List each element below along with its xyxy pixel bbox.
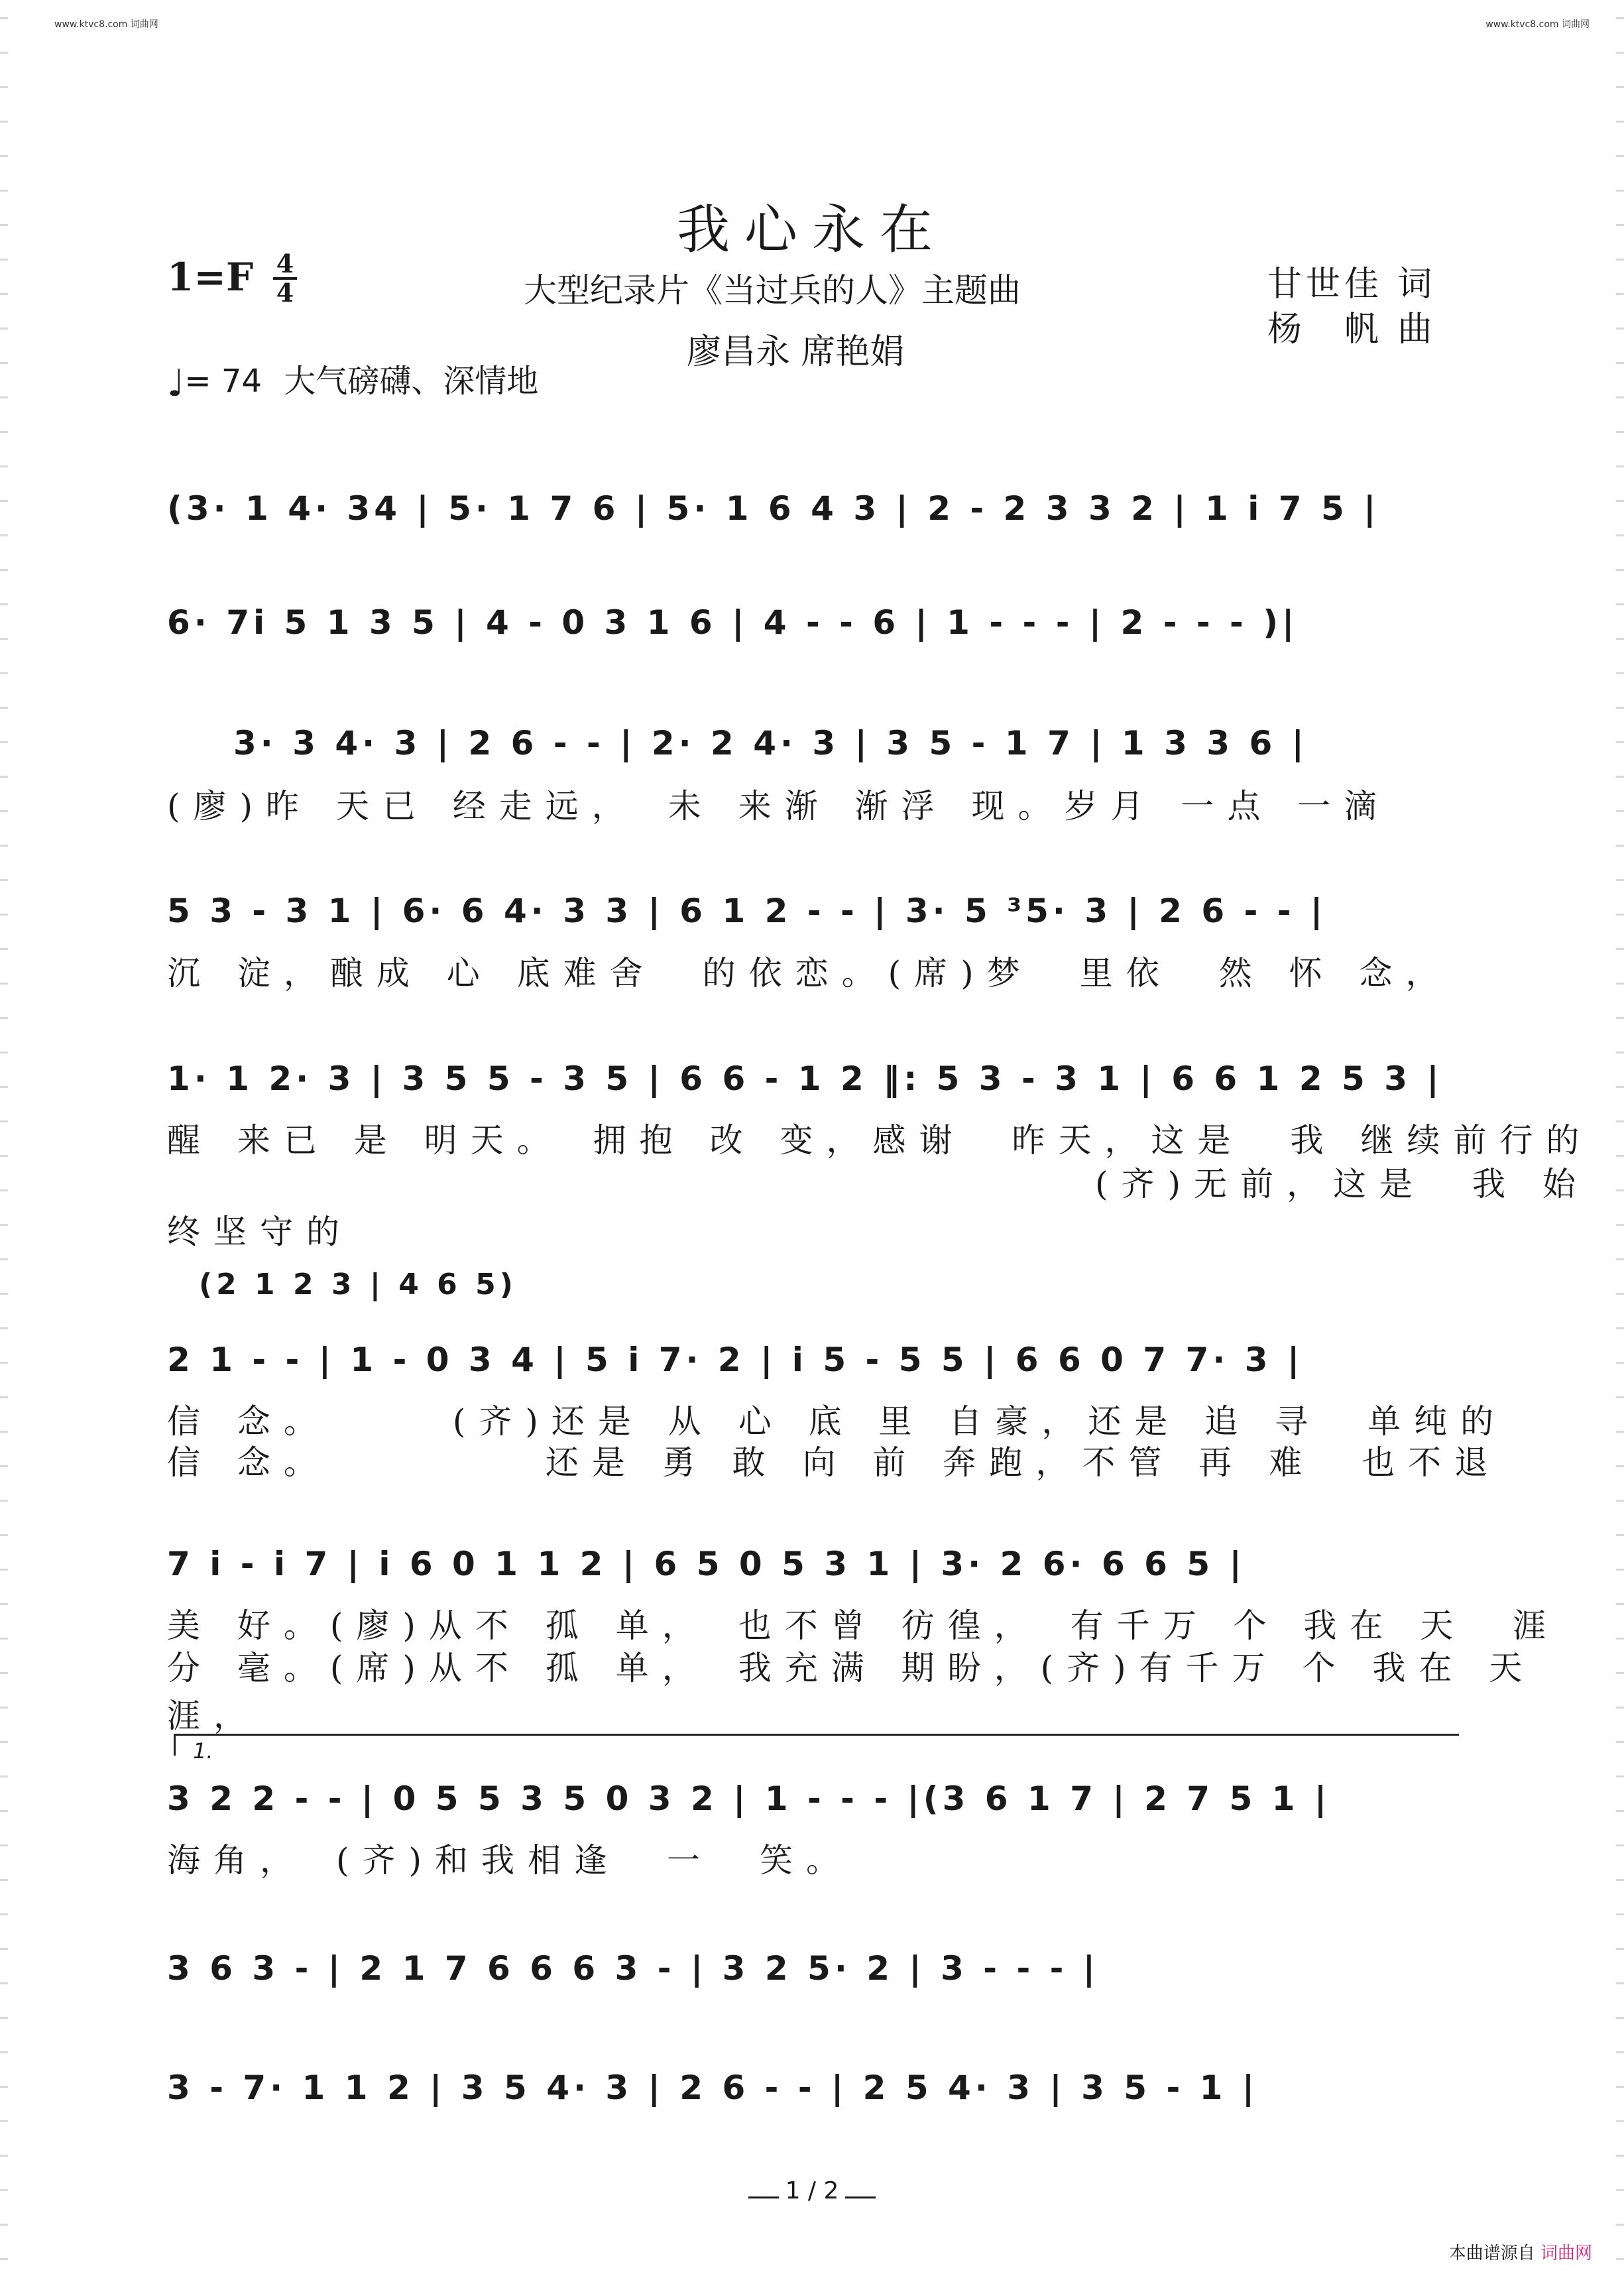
tempo-marking	[167, 355, 538, 405]
composer-credit: 杨 帆 曲	[1267, 310, 1436, 349]
lyric-line-8a: 海角， (齐)和我相逢 一 笑。	[167, 1841, 853, 1880]
lyric-line-5b: (齐)无前，这是 我 始终坚守的	[167, 1165, 1589, 1251]
lyric-line-4a: 沉 淀，酿成 心 底难舍 的依恋。(席)梦 里依 然 怀 念，	[167, 954, 1452, 992]
page-number	[0, 2177, 1624, 2204]
lyric-line-6b: 信 念。 还是 勇 敢 向 前 奔跑，不管 再 难 也不退	[167, 1443, 1501, 1482]
key-signature: 1=F	[167, 255, 254, 300]
score-row-2: 6· 7i 5 1 3 5 | 4 - 0 3 1 6 | 4 - - 6 | 1 - - - | 2 - - - )|	[167, 603, 1299, 642]
site-watermark-left: www.ktvc8.com 词曲网	[54, 19, 158, 30]
tempo-value: = 74	[184, 363, 262, 400]
song-subtitle: 大型纪录片《当过兵的人》主题曲	[524, 271, 1021, 310]
score-row-3: 3· 3 4· 3 | 2 6 - - | 2· 2 4· 3 | 3 5 - 1 7 | 1 3 3 6 |	[233, 724, 1308, 762]
score-row-9: 3 6 3 - | 2 1 7 6 6 6 3 - | 3 2 5· 2 | 3 - - - |	[167, 1949, 1100, 1988]
lyric-line-7b: 分 毫。(席)从不 孤 单， 我充满 期盼，(齐)有千万 个 我在 天 涯，	[167, 1649, 1582, 1735]
source-credit	[1449, 2240, 1592, 2264]
time-signature-top: 4	[276, 249, 294, 278]
score-row-6-prefix: (2 1 2 3 | 4 6 5)	[199, 1268, 517, 1301]
lyric-line-7a: 美 好。(廖)从不 孤 单， 也不曾 彷徨， 有千万 个 我在 天 涯	[167, 1606, 1560, 1645]
page-number-text: 1 / 2	[785, 2177, 839, 2204]
score-row-8: 3 2 2 - - | 0 5 5 3 5 0 3 2 | 1 - - - |(3 6 1 7 | 2 7 5 1 |	[167, 1779, 1331, 1818]
quarter-note-icon: ♩	[167, 362, 185, 405]
score-row-7: 7 i - i 7 | i 6 0 1 1 2 | 6 5 0 5 3 1 | 3· 2 6· 6 6 5 |	[167, 1545, 1246, 1583]
first-ending-bracket	[174, 1734, 1459, 1764]
site-watermark-right: www.ktvc8.com 词曲网	[1485, 19, 1590, 30]
source-brand-link[interactable]: 词曲网	[1540, 2244, 1592, 2263]
source-label: 本曲谱源自	[1448, 2244, 1535, 2263]
time-signature-bottom: 4	[276, 278, 294, 308]
time-signature	[273, 251, 297, 306]
song-title: 我心永在	[677, 199, 947, 261]
lyricist-credit: 甘世佳 词	[1267, 265, 1436, 304]
left-edge-border	[0, 0, 8, 2284]
volta-label: 1.	[193, 1738, 213, 1764]
lyric-line-6a: 信 念。 (齐)还是 从 心 底 里 自豪，还是 追 寻 单纯的	[167, 1402, 1507, 1441]
tempo-expression: 大气磅礴、深情地	[284, 363, 539, 400]
score-row-6: 2 1 - - | 1 - 0 3 4 | 5 i 7· 2 | i 5 - 5 5 | 6 6 0 7 7· 3 |	[167, 1341, 1304, 1379]
score-row-1: (3· 1 4· 34 | 5· 1 7 6 | 5· 1 6 4 3 | 2 - 2 3 3 2 | 1 i 7 5 |	[167, 489, 1380, 528]
right-edge-border	[1616, 0, 1624, 2284]
lyric-line-3a: (廖)昨 天已 经走远， 未 来渐 渐浮 现。岁月 一点 一滴	[167, 787, 1391, 825]
score-row-4: 5 3 - 3 1 | 6· 6 4· 3 3 | 6 1 2 - - | 3· 5 ³5· 3 | 2 6 - - |	[167, 892, 1327, 930]
score-row-5: 1· 1 2· 3 | 3 5 5 - 3 5 | 6 6 - 1 2 ‖: 5 3 - 3 1 | 6 6 1 2 5 3 |	[167, 1059, 1443, 1098]
lyric-line-5a: 醒 来已 是 明天。 拥抱 改 变，感谢 昨天，这是 我 继续前行的	[167, 1121, 1593, 1160]
singers: 廖昌永 席艳娟	[687, 332, 905, 372]
score-row-10: 3 - 7· 1 1 2 | 3 5 4· 3 | 2 6 - - | 2 5 4· 3 | 3 5 - 1 |	[167, 2069, 1259, 2107]
